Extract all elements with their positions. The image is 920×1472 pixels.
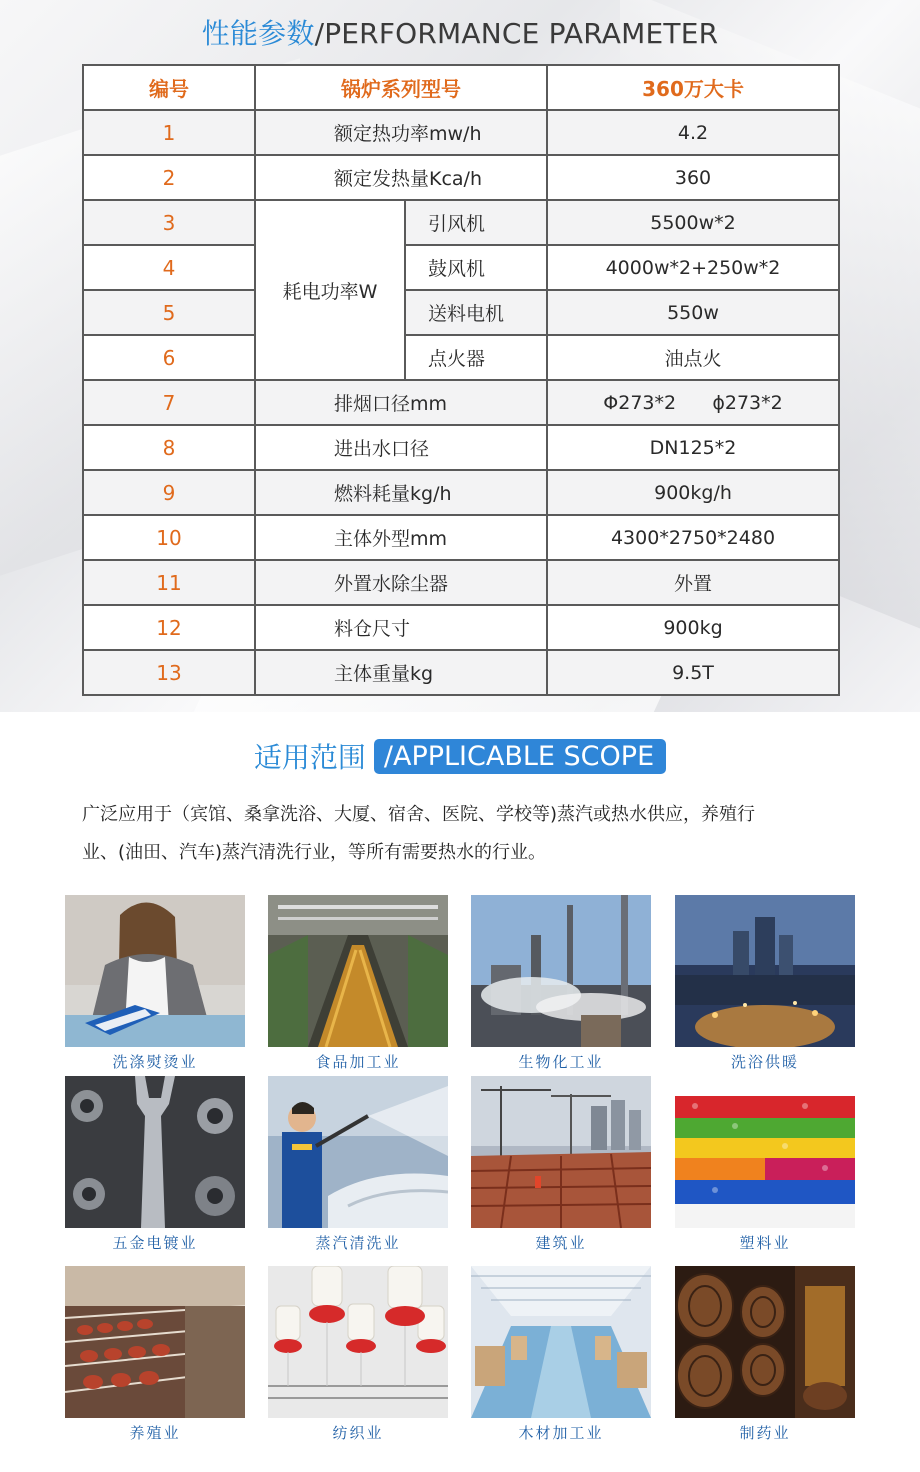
table-row [83,650,839,695]
row-label: 料仓尺寸 [255,605,547,650]
scope-caption: 生物化工业 [518,1053,604,1071]
scope-caption: 食品加工业 [315,1053,401,1071]
row-value: 4300*2750*2480 [547,515,839,560]
table-row [83,380,839,425]
row-number: 4 [83,245,255,290]
construction-site-photo [471,1076,651,1228]
scope-caption: 纺织业 [332,1424,384,1442]
row-value: 900kg/h [547,470,839,515]
row-number: 2 [83,155,255,200]
row-label: 排烟口径mm [255,380,547,425]
row-number: 7 [83,380,255,425]
row-label: 主体外型mm [255,515,547,560]
row-sublabel: 鼓风机 [405,245,547,290]
row-sublabel: 点火器 [405,335,547,380]
row-number: 13 [83,650,255,695]
header-model: 锅炉系列型号 [255,65,547,110]
row-number: 10 [83,515,255,560]
scope-caption: 养殖业 [129,1424,181,1442]
plastic-pellets-photo [675,1076,855,1228]
scope-tile [268,895,448,1072]
row-number: 6 [83,335,255,380]
wood-factory-photo [471,1266,651,1418]
table-row [83,560,839,605]
table-row [83,425,839,470]
scope-tile [471,895,651,1072]
performance-title-cn: 性能参数 [201,17,315,50]
row-value: 5500w*2 [547,200,839,245]
scope-caption: 洗涤熨烫业 [112,1053,198,1071]
row-value: 550w [547,290,839,335]
table-row [83,470,839,515]
header-number: 编号 [83,65,255,110]
chemical-plant-photo [471,895,651,1047]
row-number: 8 [83,425,255,470]
scope-caption: 五金电镀业 [112,1234,198,1252]
car-washing-photo [268,1076,448,1228]
scope-tile [675,1266,855,1443]
table-row [83,335,839,380]
table-header-row [83,65,839,110]
scope-title [0,736,920,776]
scope-tile [268,1266,448,1443]
row-sublabel: 引风机 [405,200,547,245]
row-number: 9 [83,470,255,515]
scope-tile [268,1076,448,1253]
performance-table [82,64,840,696]
table-row [83,155,839,200]
row-label: 额定发热量Kca/h [255,155,547,200]
scope-caption: 塑料业 [739,1234,791,1252]
row-label: 燃料耗量kg/h [255,470,547,515]
scope-caption: 蒸汽清洗业 [315,1234,401,1252]
header-capacity: 360万大卡 [547,65,839,110]
scope-caption: 洗浴供暖 [730,1053,799,1071]
power-group-label: 耗电功率W [255,200,405,380]
scope-caption: 木材加工业 [518,1424,604,1442]
city-night-photo [675,895,855,1047]
row-number: 3 [83,200,255,245]
scope-description-line: 广泛应用于（宾馆、桑拿洗浴、大厦、宿舍、医院、学校等)蒸汽或热水供应，养殖行 [82,804,756,825]
row-value: 4000w*2+250w*2 [547,245,839,290]
row-number: 11 [83,560,255,605]
scope-tile [65,895,245,1072]
row-value: 9.5T [547,650,839,695]
table-row [83,245,839,290]
row-value: 360 [547,155,839,200]
scope-title-badge: /APPLICABLE SCOPE [374,739,666,774]
scope-tile [65,1076,245,1253]
row-value: Φ273*2 ϕ273*2 [547,380,839,425]
scope-description [82,796,842,872]
performance-title-en: /PERFORMANCE PARAMETER [314,17,719,50]
hardware-wrench-photo [65,1076,245,1228]
row-value: DN125*2 [547,425,839,470]
table-row [83,200,839,245]
scope-caption: 制药业 [739,1424,791,1442]
row-number: 1 [83,110,255,155]
textile-spools-photo [268,1266,448,1418]
scope-caption: 建筑业 [535,1234,587,1252]
row-value: 外置 [547,560,839,605]
row-label: 额定热功率mw/h [255,110,547,155]
food-processing-photo [268,895,448,1047]
scope-tile [471,1076,651,1253]
row-value: 油点火 [547,335,839,380]
scope-tile [675,895,855,1072]
performance-title [0,12,920,52]
scope-tile [471,1266,651,1443]
row-label: 进出水口径 [255,425,547,470]
scope-title-cn: 适用范围 [253,741,366,774]
table-row [83,605,839,650]
scope-tile [675,1076,855,1253]
poultry-farm-photo [65,1266,245,1418]
row-number: 5 [83,290,255,335]
table-row [83,290,839,335]
row-label: 外置水除尘器 [255,560,547,605]
barrel-cellar-photo [675,1266,855,1418]
row-value: 4.2 [547,110,839,155]
scope-description-line: 业、(油田、汽车)蒸汽清洗行业，等所有需要热水的行业。 [82,842,547,863]
row-number: 12 [83,605,255,650]
row-label: 主体重量kg [255,650,547,695]
table-row [83,515,839,560]
row-sublabel: 送料电机 [405,290,547,335]
ironing-photo [65,895,245,1047]
row-value: 900kg [547,605,839,650]
table-row [83,110,839,155]
scope-tile [65,1266,245,1443]
